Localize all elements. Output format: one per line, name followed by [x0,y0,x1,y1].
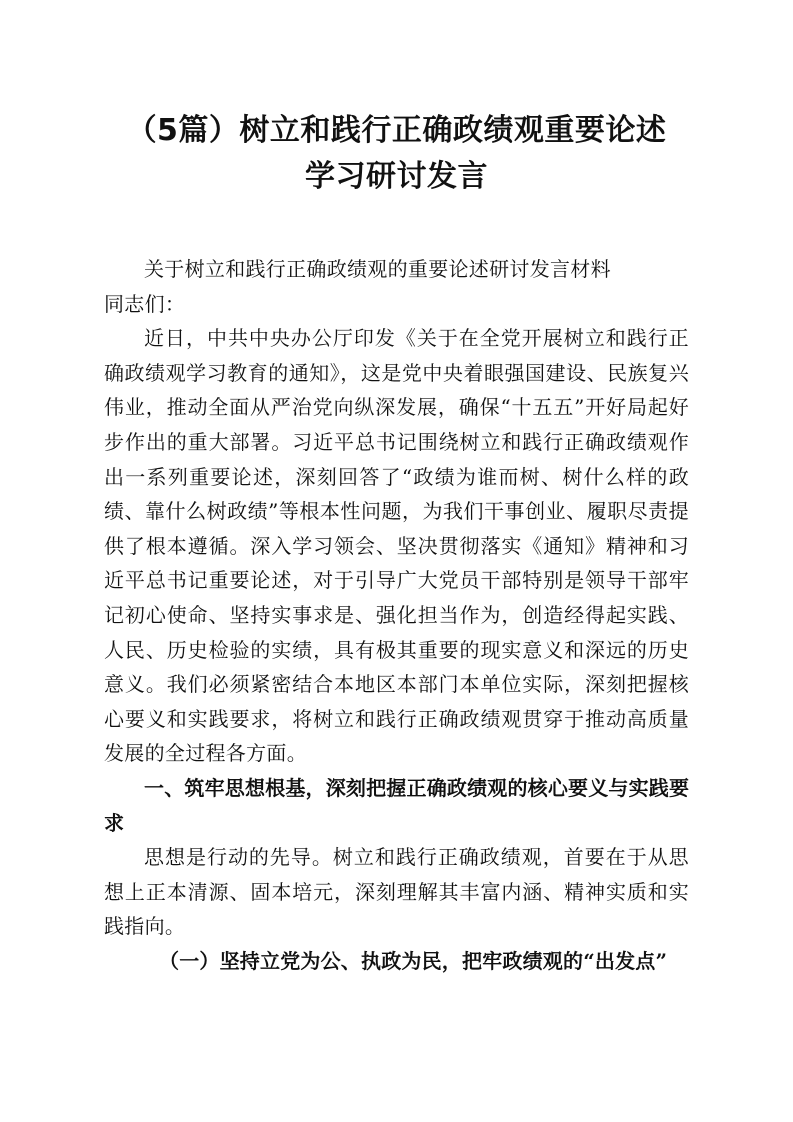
title-line-1: （5篇）树立和践行正确政绩观重要论述 [126,113,667,148]
document-subtitle: 关于树立和践行正确政绩观的重要论述研讨发言材料 [144,257,611,281]
paragraph-section-1: 思想是行动的先导。树立和践行正确政绩观，首要在于从思想上正本清源、固本培元，深刻理解其丰富内涵、精神实质和实践指向。 [104,845,689,939]
section-heading-1: 一、筑牢思想根基，深刻把握正确政绩观的核心要义与实践要求 [104,775,689,835]
title-line-2: 学习研讨发言 [305,159,488,194]
greeting: 同志们： [104,291,186,316]
document-title [104,108,689,200]
paragraph-intro: 近日，中共中央办公厅印发《关于在全党开展树立和践行正确政绩观学习教育的通知》，这是党中央着眼强国建设、民族复兴伟业，推动全面从严治党向纵深发展，确保“十五五”开好局起好步作出的重大部署。习近平总书记围绕树立和践行正确政绩观作出一系列重要论述，深刻回答了“政绩为谁而树、树什么样的政绩、靠什么树政绩”等根本性问题，为我们干事创业、履职尽责提供了根本遵循。深入学习领会、坚决贯彻落实《通知》精神和习近平总书记重要论述，对于引导广大党员干部特别是领导干部牢记初心使命、坚持实事求是、强化担当作为，创造经得起实践、人民、历史检验的实绩，具有极其重要的现实意义和深远的历史意义。我们必须紧密结合本地区本部门本单位实际，深刻把握核心要义和实践要求，将树立和践行正确政绩观贯穿于推动高质量发展的全过程各方面。 [104,326,689,766]
subsection-heading-1: （一）坚持立党为公、执政为民，把牢政绩观的“出发点” [159,948,668,973]
